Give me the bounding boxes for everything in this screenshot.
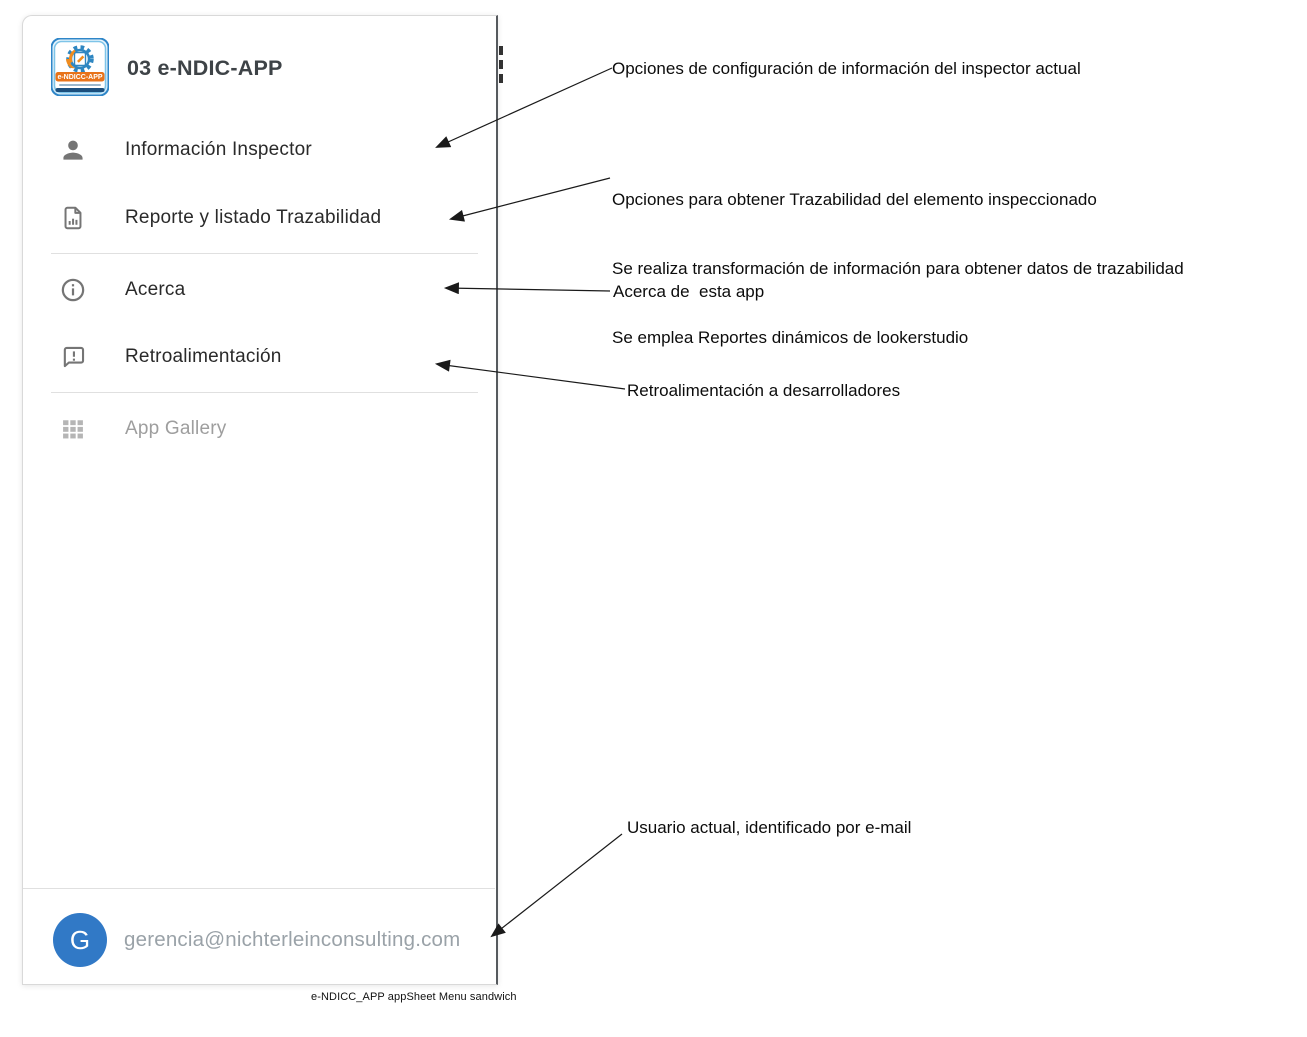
drawer-header [23, 16, 496, 116]
menu-item-informacion-inspector[interactable] [23, 128, 496, 172]
annotation-trazabilidad [612, 142, 1184, 395]
arrow-usuario [492, 834, 622, 936]
person-icon [59, 136, 87, 164]
menu-item-retroalimentacion[interactable] [23, 335, 496, 379]
nav-drawer [22, 15, 498, 985]
menu-item-app-gallery[interactable] [23, 407, 496, 451]
info-icon [59, 276, 87, 304]
menu-item-reporte-trazabilidad[interactable] [23, 196, 496, 240]
annotation-usuario: Usuario actual, identificado por e-mail [627, 818, 912, 837]
avatar-initial: G [69, 924, 91, 955]
annotation-line: Opciones para obtener Trazabilidad del elemento inspeccionado [612, 190, 1097, 209]
menu-item-label: Acerca [125, 279, 186, 300]
annotation-retroalimentacion: Retroalimentación a desarrolladores [627, 381, 901, 400]
kebab-menu-icon [499, 46, 503, 88]
menu-item-label: Retroalimentación [125, 346, 282, 367]
user-avatar[interactable] [53, 913, 107, 967]
menu-item-label: App Gallery [125, 418, 227, 439]
menu-item-label: Reporte y listado Trazabilidad [125, 207, 382, 228]
app-logo-text: e-NDICC-APP [57, 74, 103, 82]
menu-item-label: Información Inspector [125, 139, 312, 160]
annotation-line: Se emplea Reportes dinámicos de lookerstudio [612, 328, 969, 347]
report-icon [59, 204, 87, 232]
annotation-inspector-info: Opciones de configuración de información del inspector actual [612, 59, 1081, 78]
user-email[interactable]: gerencia@nichterleinconsulting.com [124, 928, 461, 951]
feedback-icon [59, 343, 87, 371]
menu-item-acerca[interactable] [23, 268, 496, 312]
annotation-acerca: Acerca de esta app [613, 282, 765, 301]
menu-divider [51, 392, 478, 393]
app-gallery-icon [59, 415, 87, 443]
footer-divider [23, 888, 495, 889]
image-caption: e-NDICC_APP appSheet Menu sandwich [311, 991, 517, 1003]
menu-divider [51, 253, 478, 254]
app-logo-icon [51, 38, 109, 96]
annotation-line: Se realiza transformación de información para obtener datos de trazabilidad [612, 259, 1184, 278]
app-title: 03 e-NDIC-APP [127, 56, 283, 80]
